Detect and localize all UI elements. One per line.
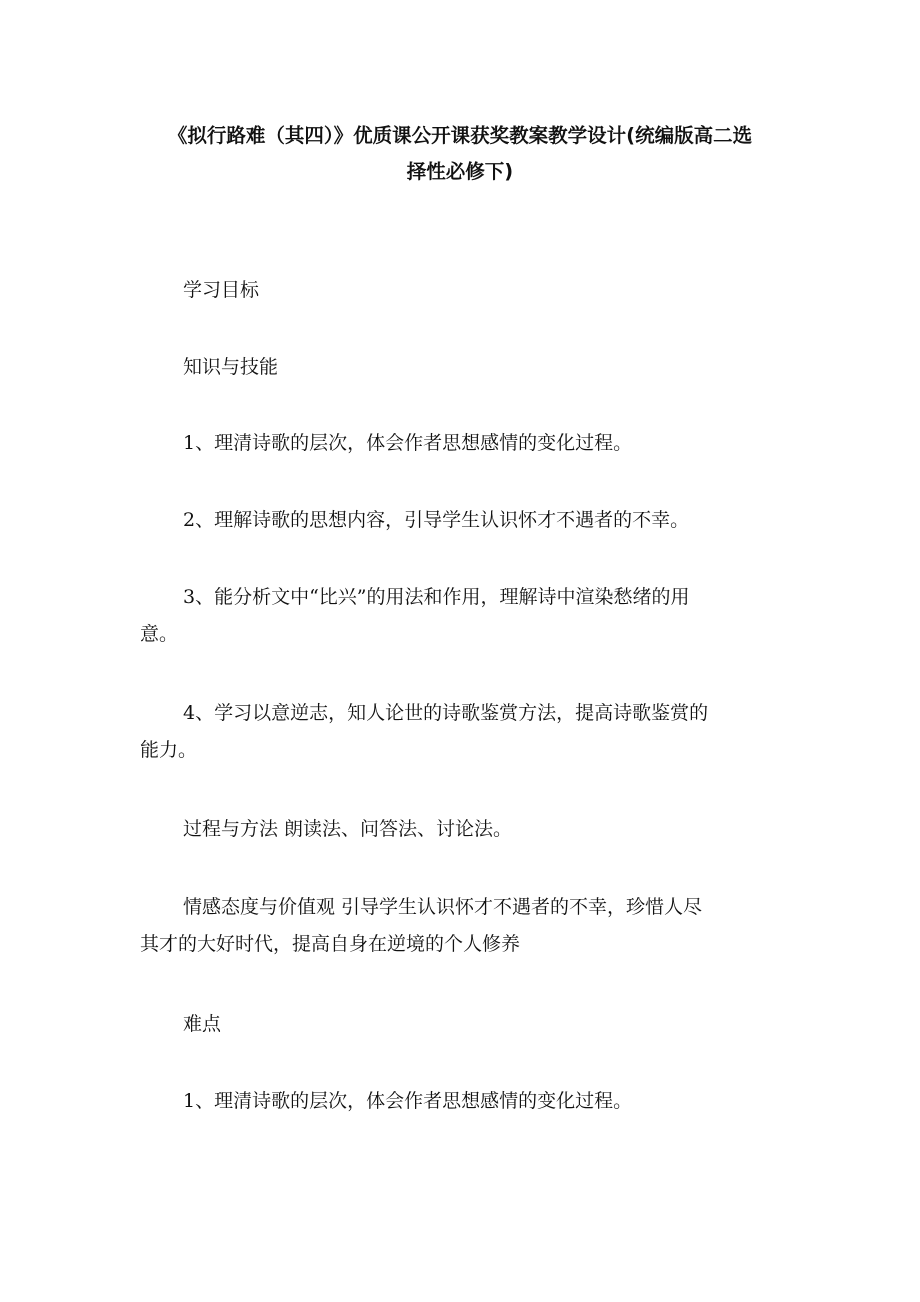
difficulty-item-1 [140, 1083, 780, 1120]
heading-learning-goals [140, 272, 780, 309]
paragraph-line: 情感态度与价值观 引导学生认识怀才不遇者的不幸，珍惜人尽 [183, 896, 703, 918]
document-title [140, 118, 780, 190]
paragraph-line: 能力。 [140, 739, 198, 761]
paragraph-line: 知识与技能 [183, 356, 279, 378]
paragraph-line: 学习目标 [183, 279, 260, 301]
heading-knowledge-skills [140, 349, 780, 386]
goal-item-1 [140, 425, 780, 462]
paragraph-line: 4、学习以意逆志，知人论世的诗歌鉴赏方法，提高诗歌鉴赏的 [183, 702, 709, 724]
document-title-line: 《拟行路难（其四）》优质课公开课获奖教案教学设计(统编版高二选 [167, 124, 753, 147]
goal-item-3 [140, 579, 780, 653]
paragraph-line: 其才的大好时代，提高自身在逆境的个人修养 [140, 933, 521, 955]
paragraph-line: 过程与方法 朗读法、问答法、讨论法。 [183, 818, 513, 840]
goal-item-2 [140, 502, 780, 539]
document-title-line: 择性必修下) [406, 160, 514, 183]
paragraph-line: 意。 [140, 623, 179, 645]
emotion-values [140, 889, 780, 963]
heading-difficulties [140, 1006, 780, 1043]
paragraph-line: 2、理解诗歌的思想内容，引导学生认识怀才不遇者的不幸。 [183, 509, 690, 531]
paragraph-line: 3、能分析文中“比兴”的用法和作用，理解诗中渲染愁绪的用 [183, 586, 690, 608]
paragraph-line: 1、理清诗歌的层次，体会作者思想感情的变化过程。 [183, 432, 633, 454]
process-methods [140, 811, 780, 848]
paragraph-line: 1、理清诗歌的层次，体会作者思想感情的变化过程。 [183, 1090, 633, 1112]
paragraph-line: 难点 [183, 1013, 222, 1035]
goal-item-4 [140, 695, 780, 769]
